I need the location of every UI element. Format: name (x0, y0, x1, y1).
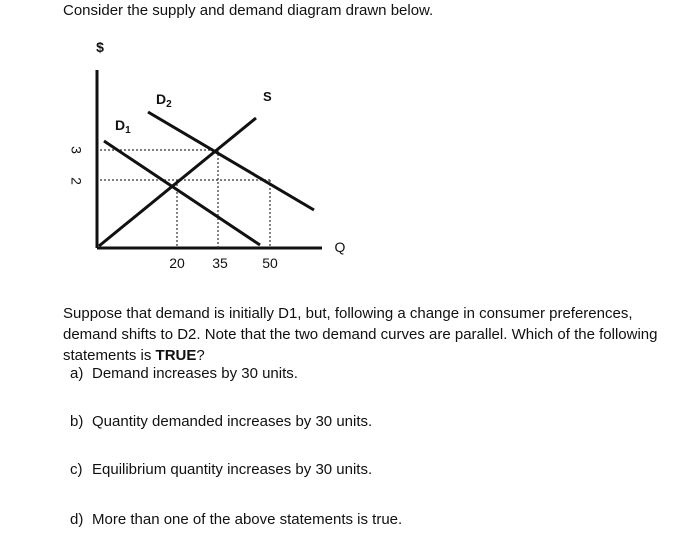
x-tick-35: 35 (212, 255, 228, 271)
d1-label-letter: D (115, 117, 126, 133)
option-c[interactable] (70, 461, 372, 478)
option-a-text: Demand increases by 30 units. (92, 365, 298, 382)
x-axis-label: Q (334, 239, 346, 255)
d1-label-subscript: 1 (125, 125, 131, 136)
supply-label: S (263, 89, 272, 104)
intro-text: Consider the supply and demand diagram drawn below. (63, 2, 434, 19)
y-tick-2: 2 (68, 177, 85, 185)
question-text (63, 303, 688, 366)
demand-curve-d1 (104, 141, 260, 245)
option-a-letter: a) (70, 365, 84, 382)
question-emphasis: TRUE (155, 347, 197, 364)
option-c-letter: c) (70, 461, 83, 478)
question-end: ? (196, 347, 205, 364)
y-axis-label: $ (96, 39, 104, 55)
demand-curve-d2 (148, 112, 314, 210)
d2-label-letter: D (156, 91, 167, 107)
option-b-text: Quantity demanded increases by 30 units. (92, 413, 373, 430)
d2-label (156, 91, 172, 110)
option-b[interactable] (70, 413, 372, 430)
d2-label-subscript: 2 (166, 99, 172, 110)
option-b-letter: b) (70, 413, 84, 430)
d1-label (115, 117, 131, 136)
y-tick-3: 3 (68, 146, 85, 154)
option-c-text: Equilibrium quantity increases by 30 units. (92, 461, 373, 478)
option-a[interactable] (70, 365, 298, 382)
x-tick-50: 50 (262, 255, 278, 271)
option-d[interactable] (70, 511, 402, 528)
question-body: Suppose that demand is initially D1, but, following a change in consumer preferences, demand shifts to D2. Note that the two demand curves are parallel. Which of the following statements is (63, 305, 658, 364)
option-d-text: More than one of the above statements is true. (92, 511, 403, 528)
x-tick-20: 20 (169, 255, 185, 271)
option-d-letter: d) (70, 511, 84, 528)
